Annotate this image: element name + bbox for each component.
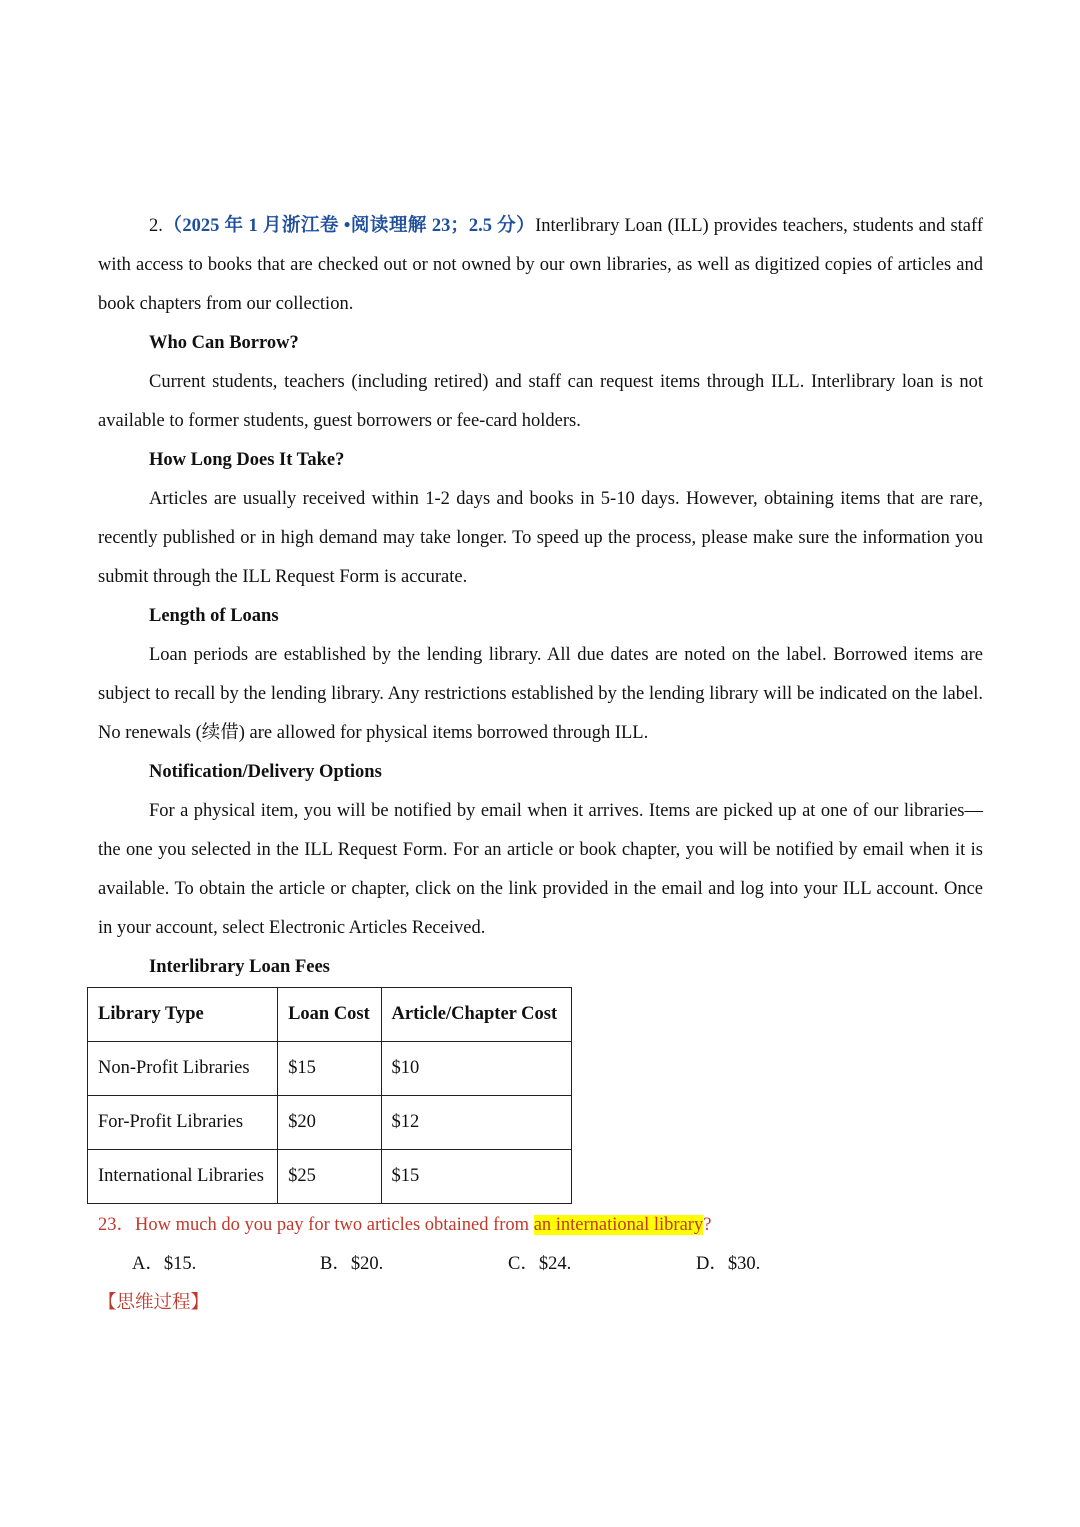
section-body: Current students, teachers (including retired) and staff can request items through ILL. Interlibrary loan is not available to former students, guest borrowers or fee-card holders. [98,372,983,431]
option-c: C．$24. [508,1254,572,1274]
table-cell: International Libraries [88,1150,278,1204]
question-highlight: an international library [533,1215,704,1235]
table-cell: $25 [278,1150,381,1204]
table-row [88,1042,572,1096]
section-body: For a physical item, you will be notified by email when it arrives. Items are picked up at one of our libraries—the one you selected in the ILL Request Form. For an article or book chapter, you will be notified by email when it is available. To obtain the article or chapter, click on the link provided in the email and log into your ILL account. Once in your account, select Electronic Articles Received. [98,801,983,938]
fees-heading: Interlibrary Loan Fees [149,957,330,977]
section-heading: How Long Does It Take? [149,450,345,470]
table-header-row [88,988,572,1042]
table-header-cell: Library Type [88,988,278,1042]
intro-paragraph [98,207,983,324]
fees-table [87,987,572,1204]
option-d: D．$30. [696,1254,761,1274]
section-heading: Length of Loans [149,606,279,626]
intro-text: Interlibrary Loan (ILL) provides teachers, students and staff with access to books that are checked out or not owned by our own libraries, as well as digitized copies of articles and book chapters from our collection. [98,216,983,314]
question-prefix: 23．How much do you pay for two articles obtained from [98,1215,534,1235]
section-heading: Who Can Borrow? [149,333,299,353]
table-cell: $10 [381,1042,571,1096]
table-header-cell: Loan Cost [278,988,381,1042]
section-heading: Notification/Delivery Options [149,762,382,782]
answer-options [98,1245,983,1284]
table-cell: Non-Profit Libraries [88,1042,278,1096]
table-header-cell: Article/Chapter Cost [381,988,571,1042]
option-a: A．$15. [132,1254,197,1274]
table-cell: $15 [278,1042,381,1096]
question-number: 2. [149,216,163,236]
question-text [98,1206,983,1245]
table-row [88,1150,572,1204]
section-body: Loan periods are established by the lending library. All due dates are noted on the label. Borrowed items are subject to recall by the lending library. Any restrictions established by the lending library will be indicated on the label. No renewals (续借) are allowed for physical items borrowed through ILL. [98,645,983,743]
document-page [98,207,983,1323]
section-body: Articles are usually received within 1-2 days and books in 5-10 days. However, obtaining items that are rare, recently published or in high demand may take longer. To speed up the process, please make sure the information you submit through the ILL Request Form is accurate. [98,489,983,587]
option-b: B．$20. [320,1254,384,1274]
thinking-label: 【思维过程】 [98,1293,210,1313]
table-cell: $15 [381,1150,571,1204]
table-cell: $20 [278,1096,381,1150]
table-cell: $12 [381,1096,571,1150]
table-cell: For-Profit Libraries [88,1096,278,1150]
table-row [88,1096,572,1150]
question-source: （2025 年 1 月浙江卷 •阅读理解 23；2.5 分） [162,216,536,236]
question-suffix: ? [703,1215,712,1235]
